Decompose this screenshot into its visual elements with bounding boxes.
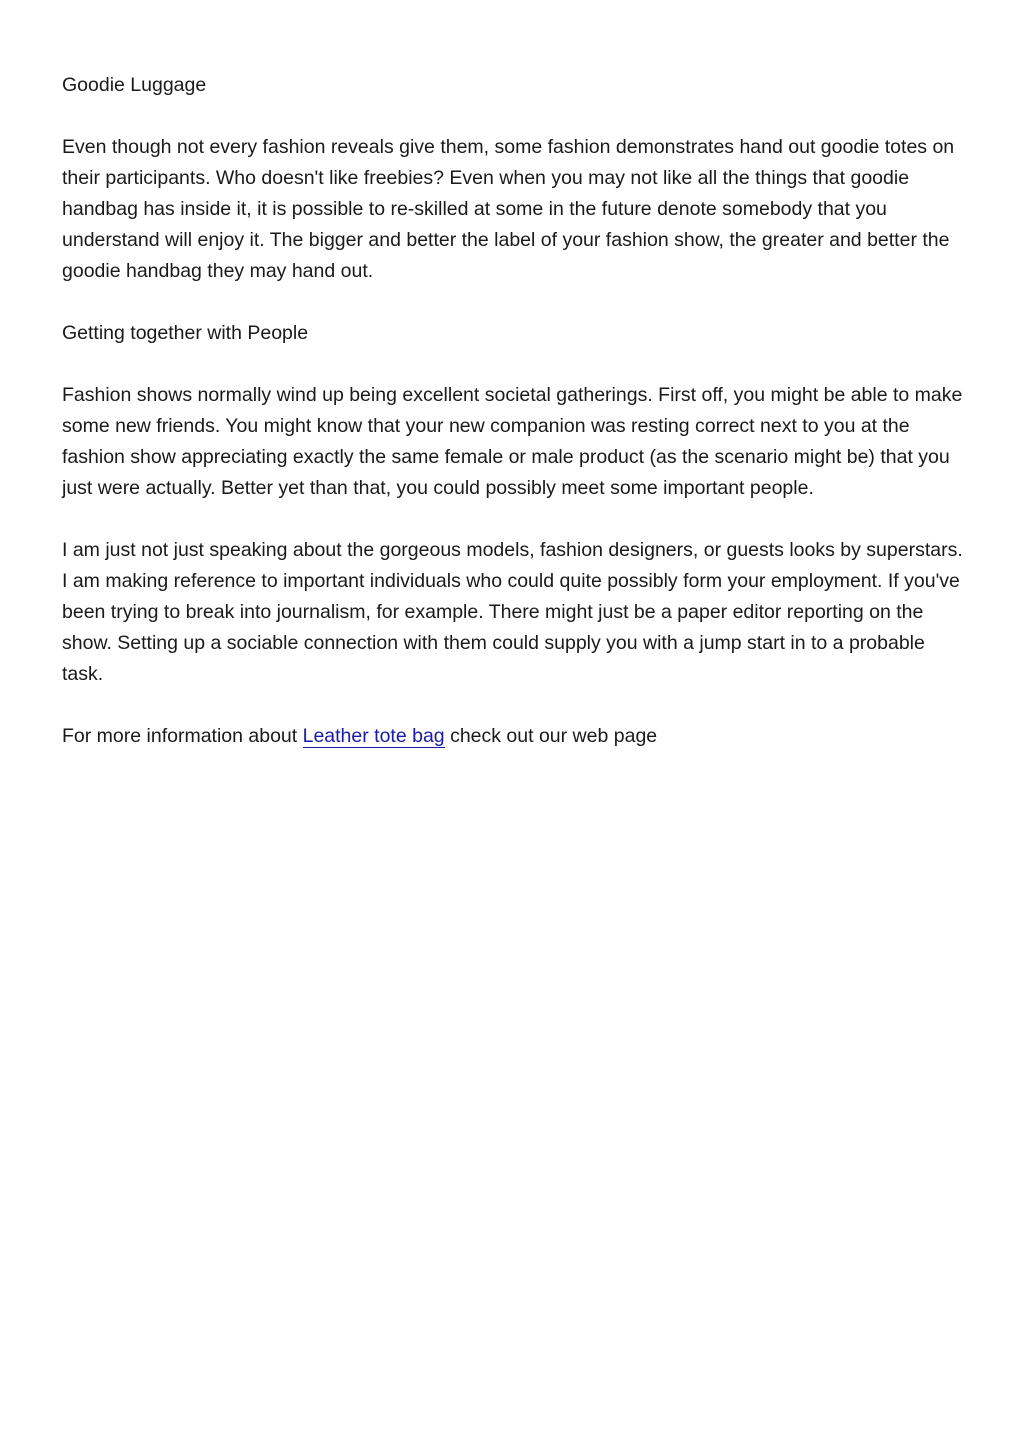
section-heading-getting-together: Getting together with People (62, 322, 309, 344)
document-body (62, 70, 967, 783)
closing-suffix: check out our web page (444, 725, 658, 747)
leather-tote-bag-link[interactable]: Leather tote bag (302, 725, 445, 747)
paragraph-social-gatherings: Fashion shows normally wind up being excellent societal gatherings. First off, you might be able to make some new friends. You might know that your new companion was resting correct next to you at the fashion show appreciating exactly the same female or male product (as the scenario might be) that you just were actually. Better yet than that, you could possibly meet some important people. (62, 384, 963, 499)
section-heading-goodie-luggage: Goodie Luggage (62, 74, 207, 96)
closing-paragraph (62, 721, 967, 752)
paragraph-goodie-bags: Even though not every fashion reveals give them, some fashion demonstrates hand out goodie totes on their participants. Who doesn't like freebies? Even when you may not like all the things that goodie handbag has inside it, it is possible to re-skilled at some in the future denote somebody that you understand will enjoy it. The bigger and better the label of your fashion show, the greater and better the goodie handbag they may hand out. (62, 136, 955, 282)
paragraph-important-people: I am just not just speaking about the gorgeous models, fashion designers, or guests looks by superstars. I am making reference to important individuals who could quite possibly form your employment. If you've been trying to break into journalism, for example. There might just be a paper editor reporting on the show. Setting up a sociable connection with them could supply you with a jump start in to a probable task. (62, 539, 963, 685)
closing-prefix: For more information about (62, 725, 303, 747)
